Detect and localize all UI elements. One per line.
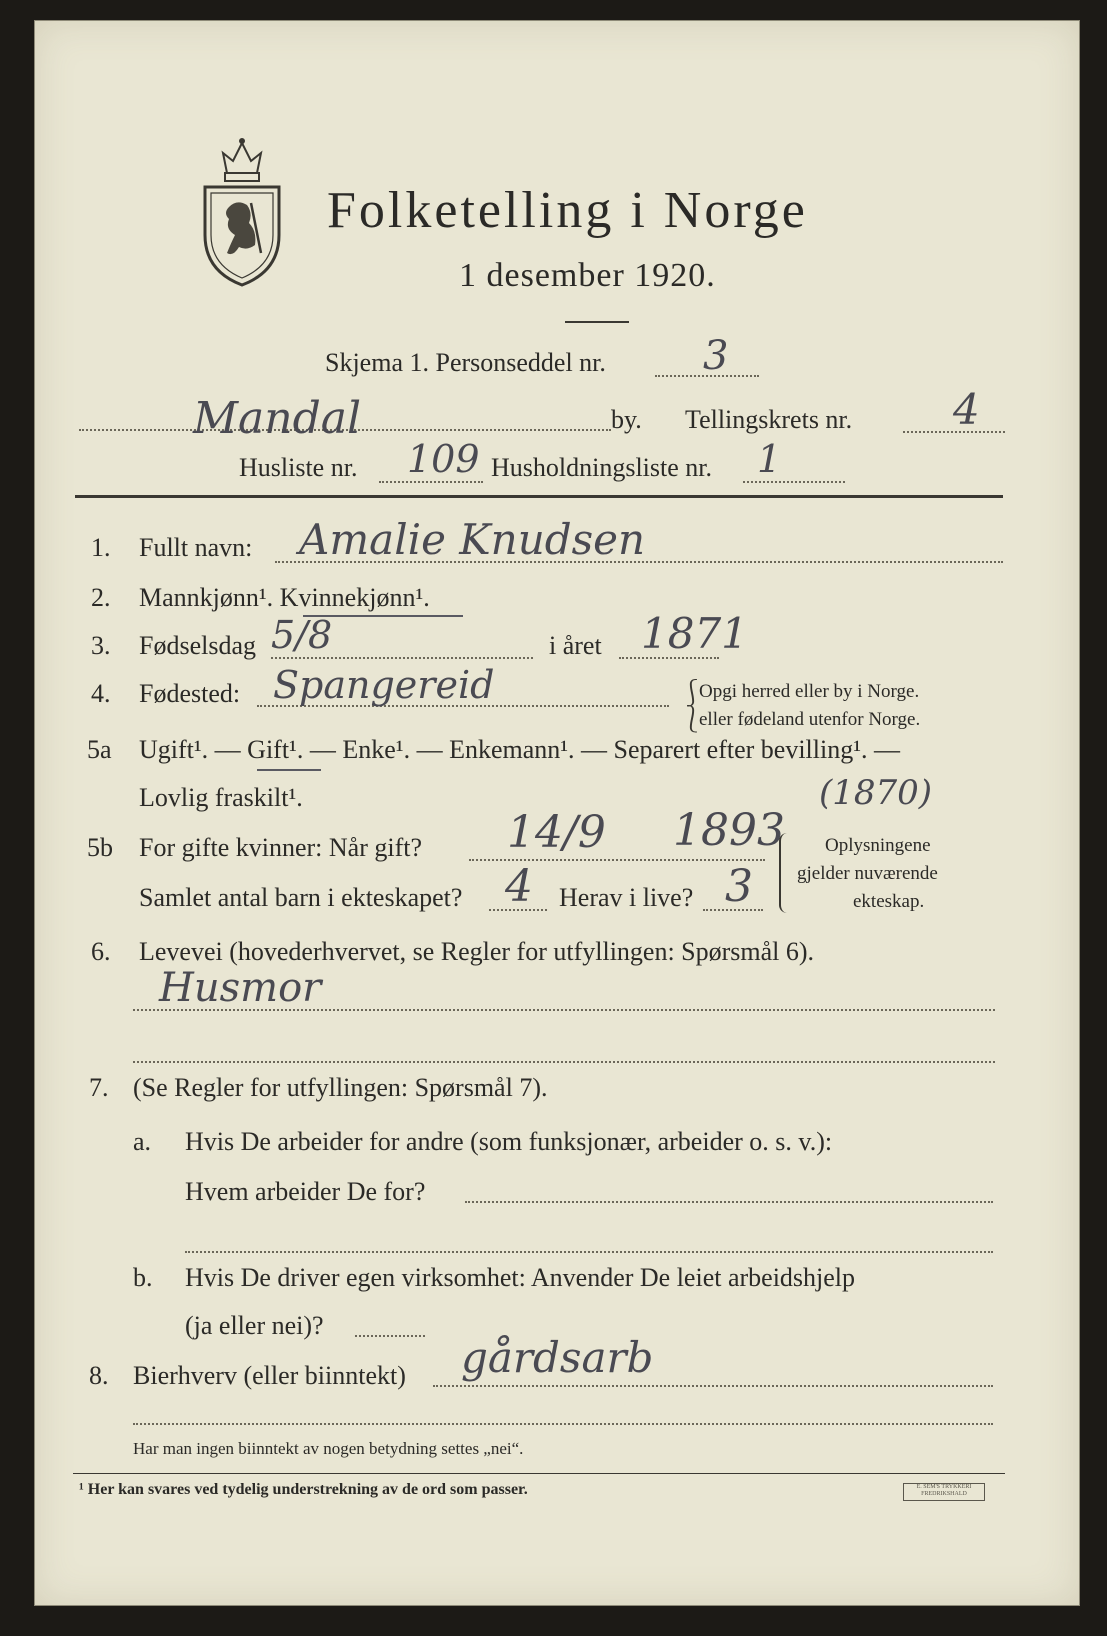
q3-day-value[interactable]: 5/8: [271, 613, 333, 657]
q4-note-2: eller fødeland utenfor Norge.: [699, 709, 921, 730]
q5a-underline-gift: [257, 769, 321, 771]
q6-occupation-value[interactable]: Husmor: [159, 965, 322, 1011]
printer-stamp: E. SEM'S TRYKKERI FREDRIKSHALD: [903, 1483, 985, 1501]
q8-line-1: [433, 1385, 993, 1387]
q7b-letter: b.: [133, 1263, 153, 1292]
q1-label: Fullt navn:: [139, 533, 253, 562]
q3-year-value[interactable]: 1871: [641, 609, 748, 658]
q4-brace-lower: ⎱: [679, 705, 706, 734]
q4-number: 4.: [91, 679, 111, 708]
q7b-line1: Hvis De driver egen virksomhet: Anvender De leiet arbeidshjelp: [185, 1263, 856, 1292]
q7a-line1: Hvis De arbeider for andre (som funksjonær, arbeider o. s. v.):: [185, 1127, 833, 1156]
q7a-line2: Hvem arbeider De for?: [185, 1177, 426, 1206]
title-divider: [565, 321, 629, 323]
city-value[interactable]: Mandal: [193, 393, 362, 444]
q8-label: Bierhverv (eller biinntekt): [133, 1361, 406, 1390]
q5b-alive-value[interactable]: 3: [725, 861, 753, 912]
q8-line-2: [133, 1423, 993, 1425]
husliste-label: Husliste nr.: [239, 453, 358, 482]
q5a-annotation[interactable]: (1870): [819, 773, 933, 813]
q8-value[interactable]: gårdsarb: [461, 1333, 654, 1382]
q5b-children-value[interactable]: 4: [505, 861, 533, 912]
q5b-married-year[interactable]: 1893: [673, 805, 785, 856]
q5b-note-3: ekteskap.: [853, 891, 925, 912]
city-suffix: by.: [611, 405, 642, 434]
form-title: Folketelling i Norge: [327, 182, 808, 239]
q6-number: 6.: [91, 937, 111, 966]
q4-place-value[interactable]: Spangereid: [273, 663, 495, 707]
q6-label: Levevei (hovederhvervet, se Regler for utfyllingen: Spørsmål 6).: [139, 937, 815, 966]
q3-day-line: [271, 657, 533, 659]
q8-note: Har man ingen biinntekt av nogen betydning settes „nei“.: [133, 1439, 524, 1458]
q3-label: Fødselsdag: [139, 631, 256, 660]
q7a-line-2: [185, 1251, 993, 1253]
q5a-number: 5a: [87, 735, 112, 764]
q5b-number: 5b: [87, 833, 113, 862]
husholdningsliste-line: [743, 481, 845, 483]
q5b-label: For gifte kvinner: Når gift?: [139, 833, 423, 862]
q4-label: Fødested:: [139, 679, 241, 708]
q4-brace: ⎰: [679, 679, 706, 708]
footnote: ¹ Her kan svares ved tydelig understrekning av de ord som passer.: [79, 1481, 528, 1498]
q7b-line: [355, 1335, 425, 1337]
q5b-note-1: Oplysningene: [825, 835, 931, 856]
q7-label: (Se Regler for utfyllingen: Spørsmål 7).: [133, 1073, 548, 1102]
q2-number: 2.: [91, 583, 111, 612]
census-form-page: [34, 20, 1080, 1606]
q5b-note-2: gjelder nuværende: [797, 863, 938, 884]
schema-label: Skjema 1. Personseddel nr.: [325, 348, 606, 377]
q1-name-value[interactable]: Amalie Knudsen: [299, 515, 646, 564]
q5b-alive-label: Herav i live?: [559, 883, 694, 912]
q3-number: 3.: [91, 631, 111, 660]
q1-number: 1.: [91, 533, 111, 562]
q2-label: Mannkjønn¹. Kvinnekjønn¹.: [139, 583, 430, 612]
q7b-line2: (ja eller nei)?: [185, 1311, 324, 1340]
q5b-children-label: Samlet antal barn i ekteskapet?: [139, 883, 463, 912]
q7-number: 7.: [89, 1073, 109, 1102]
q8-number: 8.: [89, 1361, 109, 1390]
norway-coat-of-arms-icon: [199, 135, 285, 287]
husliste-value[interactable]: 109: [407, 437, 480, 481]
q5b-brace: [779, 833, 789, 913]
husholdningsliste-value[interactable]: 1: [757, 437, 782, 481]
q7a-letter: a.: [133, 1127, 152, 1156]
tellingskrets-value[interactable]: 4: [953, 385, 980, 434]
q5a-line2: Lovlig fraskilt¹.: [139, 783, 303, 812]
q5b-married-date[interactable]: 14/9: [507, 807, 606, 858]
q3-year-label: i året: [549, 631, 602, 660]
footnote-rule: [73, 1473, 1005, 1474]
q4-note-1: Opgi herred eller by i Norge.: [699, 681, 920, 702]
header-rule: [75, 495, 1003, 498]
census-date: 1 desember 1920.: [459, 257, 716, 294]
schema-value[interactable]: 3: [703, 333, 729, 379]
q5a-line1: Ugift¹. — Gift¹. — Enke¹. — Enkemann¹. — Separert efter bevilling¹. —: [139, 735, 901, 764]
tellingskrets-label: Tellingskrets nr.: [685, 405, 853, 434]
q6-line-2: [133, 1061, 995, 1063]
husholdningsliste-label: Husholdningsliste nr.: [491, 453, 713, 482]
husliste-line: [379, 481, 483, 483]
q7a-line-1: [465, 1201, 993, 1203]
